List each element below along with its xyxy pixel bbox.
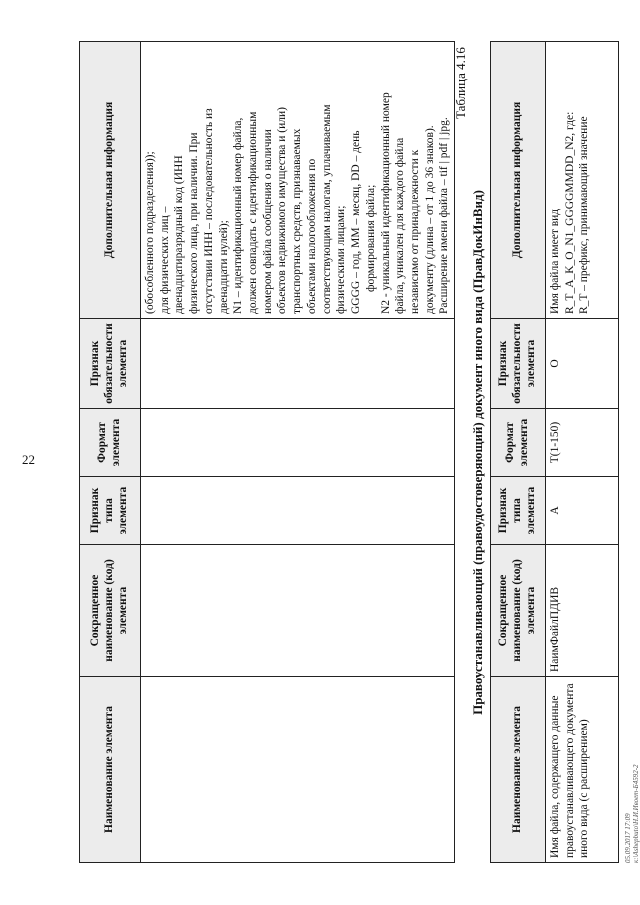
- table-row: [546, 42, 619, 863]
- desc-line: физического лица, при наличии. При: [188, 132, 201, 314]
- desc-line: независимо от принадлежности к: [408, 149, 421, 314]
- header-element-required: Признак обязательности элемента: [491, 319, 546, 409]
- desc-line: для физических лиц –: [158, 206, 171, 314]
- header-element-type: Признак типа элемента: [491, 477, 546, 545]
- table-header-row: [80, 42, 141, 863]
- header-element-format: Формат элемента: [80, 409, 141, 477]
- info-line: Имя файла имеет вид: [549, 208, 561, 314]
- desc-line: двенадцатиразрядный код (ИНН: [173, 155, 186, 314]
- cell-name: Имя файла, содержащего данные правоустанавливающего документа иного вида (с расширением): [546, 677, 619, 863]
- cell-code: НаимФайлПДИВ: [546, 545, 619, 677]
- desc-line: транспортных средств, признаваемых: [291, 128, 304, 314]
- info-line: R_T – префикс, принимающий значение: [578, 116, 591, 314]
- desc-line: объектов недвижимого имущества и (или): [276, 106, 289, 314]
- page-number: 22: [22, 452, 35, 467]
- desc-line: двенадцати нулей);: [217, 220, 230, 314]
- cell-type: [141, 477, 455, 545]
- header-element-code: Сокращенное наименование (код) элемента: [80, 545, 141, 677]
- element-table-4-16: [490, 41, 619, 863]
- info-line: R_T_A_K_O_N1_GGGGMMDD_N2, где:: [563, 111, 576, 314]
- table-number-label: Таблица 4.16: [453, 47, 468, 119]
- desc-line: отсутствии ИНН – последовательность из: [202, 108, 215, 314]
- footer-date: 05.09.2017 17:09: [624, 813, 632, 863]
- cell-code: [141, 545, 455, 677]
- table-row: [141, 42, 455, 863]
- desc-line: физическими лицами;: [335, 205, 348, 314]
- desc-line: (обособленного подразделения));: [144, 151, 156, 314]
- header-element-format: Формат элемента: [491, 409, 546, 477]
- header-element-name: Наименование элемента: [80, 677, 141, 863]
- desc-line: N1 – идентификационный номер файла,: [232, 117, 245, 314]
- cell-additional-info: [141, 42, 455, 319]
- element-table-continued: [79, 41, 455, 863]
- header-additional-info: Дополнительная информация: [80, 42, 141, 319]
- cell-format: [141, 409, 455, 477]
- table-header-row: [491, 42, 546, 863]
- cell-name: [141, 677, 455, 863]
- desc-line: объектами налогообложения по: [305, 158, 318, 314]
- desc-line: N2 - уникальный идентификационный номер: [379, 92, 392, 314]
- header-element-code: Сокращенное наименование (код) элемента: [491, 545, 546, 677]
- table-title: Правоустанавливающий (правоудостоверяющий) документ иного вида (ПравДокИнВид): [470, 190, 485, 715]
- header-element-required: Признак обязательности элемента: [80, 319, 141, 409]
- print-footer: [624, 764, 640, 863]
- desc-line: формирования файла;: [364, 184, 377, 292]
- desc-line: документу (длина – от 1 до 36 знаков).: [423, 125, 436, 314]
- header-element-type: Признак типа элемента: [80, 477, 141, 545]
- desc-line: должен совпадать с идентификационным: [247, 111, 260, 314]
- desc-line: Расширение имени файла – tif | pdf | jpg.: [438, 117, 451, 314]
- cell-type: А: [546, 477, 619, 545]
- cell-format: T(1-150): [546, 409, 619, 477]
- desc-line: GGGG – год, MM – месяц, DD – день: [350, 130, 363, 314]
- desc-line: файла, уникален для каждого файла: [394, 137, 407, 314]
- header-element-name: Наименование элемента: [491, 677, 546, 863]
- cell-required: О: [546, 319, 619, 409]
- cell-additional-info: [546, 42, 619, 319]
- footer-path: к:\Ashepbuto\Н.И.Ивоет-Б4592-2: [632, 764, 640, 863]
- header-additional-info: Дополнительная информация: [491, 42, 546, 319]
- cell-required: [141, 319, 455, 409]
- desc-line: соответствующим налогам, уплачиваемым: [320, 104, 333, 314]
- desc-line: номером файла сообщения о наличии: [261, 129, 274, 314]
